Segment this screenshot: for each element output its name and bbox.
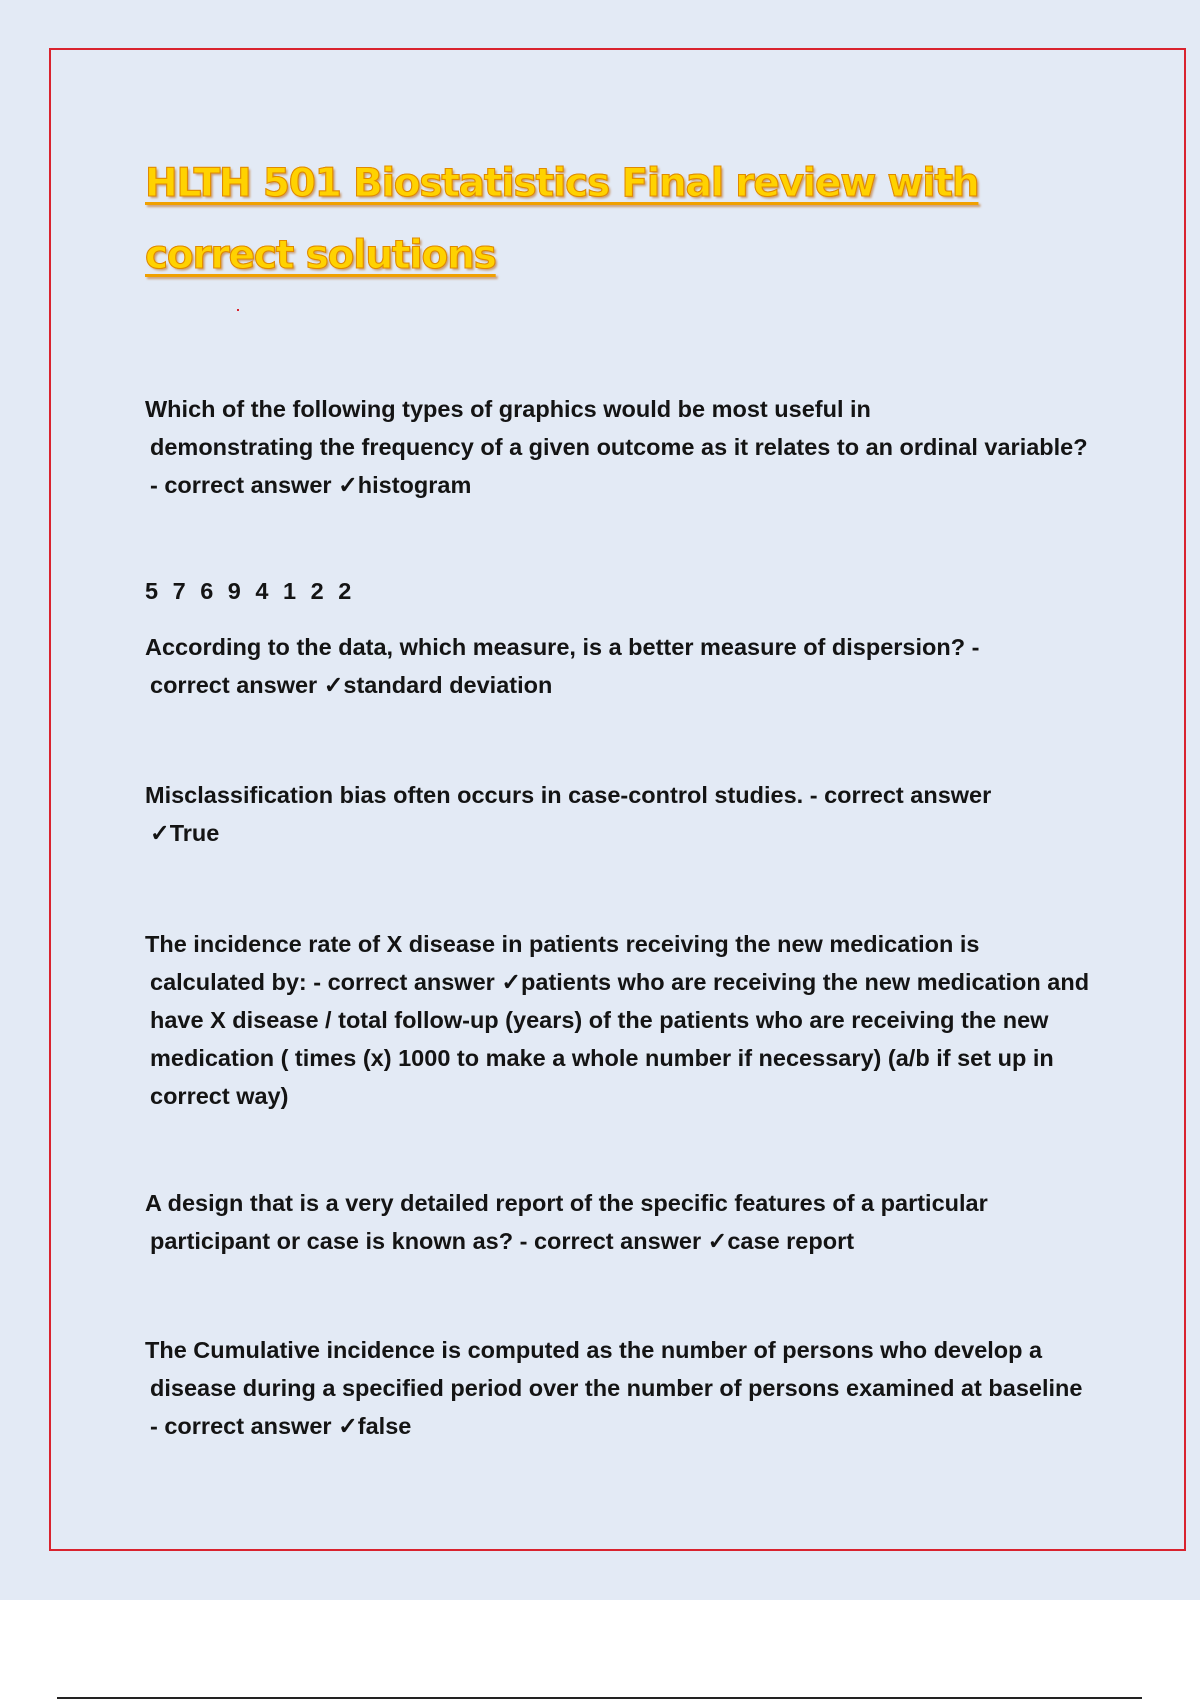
question-text: A design that is a very detailed report of the specific features of a particular: [145, 1190, 988, 1216]
question-text: Which of the following types of graphics would be most useful in: [145, 396, 871, 422]
answer-text: demonstrating the frequency of a given outcome as it relates to an ordinal variable? - correct answer ✓histogram: [150, 434, 1088, 498]
question-text: The incidence rate of X disease in patients receiving the new medication is: [145, 931, 980, 957]
question-block: [145, 628, 1095, 704]
question-text: The Cumulative incidence is computed as the number of persons who develop a: [145, 1337, 1043, 1363]
question-block: [145, 1331, 1095, 1445]
answer-text: calculated by: - correct answer ✓patients who are receiving the new medication and have X disease / total follow-up (years) of the patients who are receiving the new medication ( times (x) 1000 to make a whole number if necessary) (a/b if set up in correct way): [150, 969, 1090, 1109]
question-block: [145, 390, 1095, 504]
document-title: HLTH 501 Biostatistics Final review with correct solutions: [145, 161, 979, 278]
question-text: According to the data, which measure, is a better measure of dispersion? -: [145, 634, 980, 660]
data-values: 5 7 6 9 4 1 2 2: [145, 578, 356, 604]
answer-text: correct answer ✓standard deviation: [150, 672, 553, 698]
red-dot-mark: [237, 309, 239, 311]
question-text: Misclassification bias often occurs in case-control studies. - correct answer: [145, 782, 992, 808]
answer-text: participant or case is known as? - correct answer ✓case report: [150, 1228, 855, 1254]
question-block: [145, 776, 1095, 852]
footer-rule: [57, 1697, 1142, 1699]
answer-text: ✓True: [150, 820, 220, 846]
question-block: [145, 925, 1095, 1115]
answer-text: disease during a specified period over the number of persons examined at baseline - correct answer ✓false: [150, 1375, 1083, 1439]
question-block: [145, 1184, 1095, 1260]
